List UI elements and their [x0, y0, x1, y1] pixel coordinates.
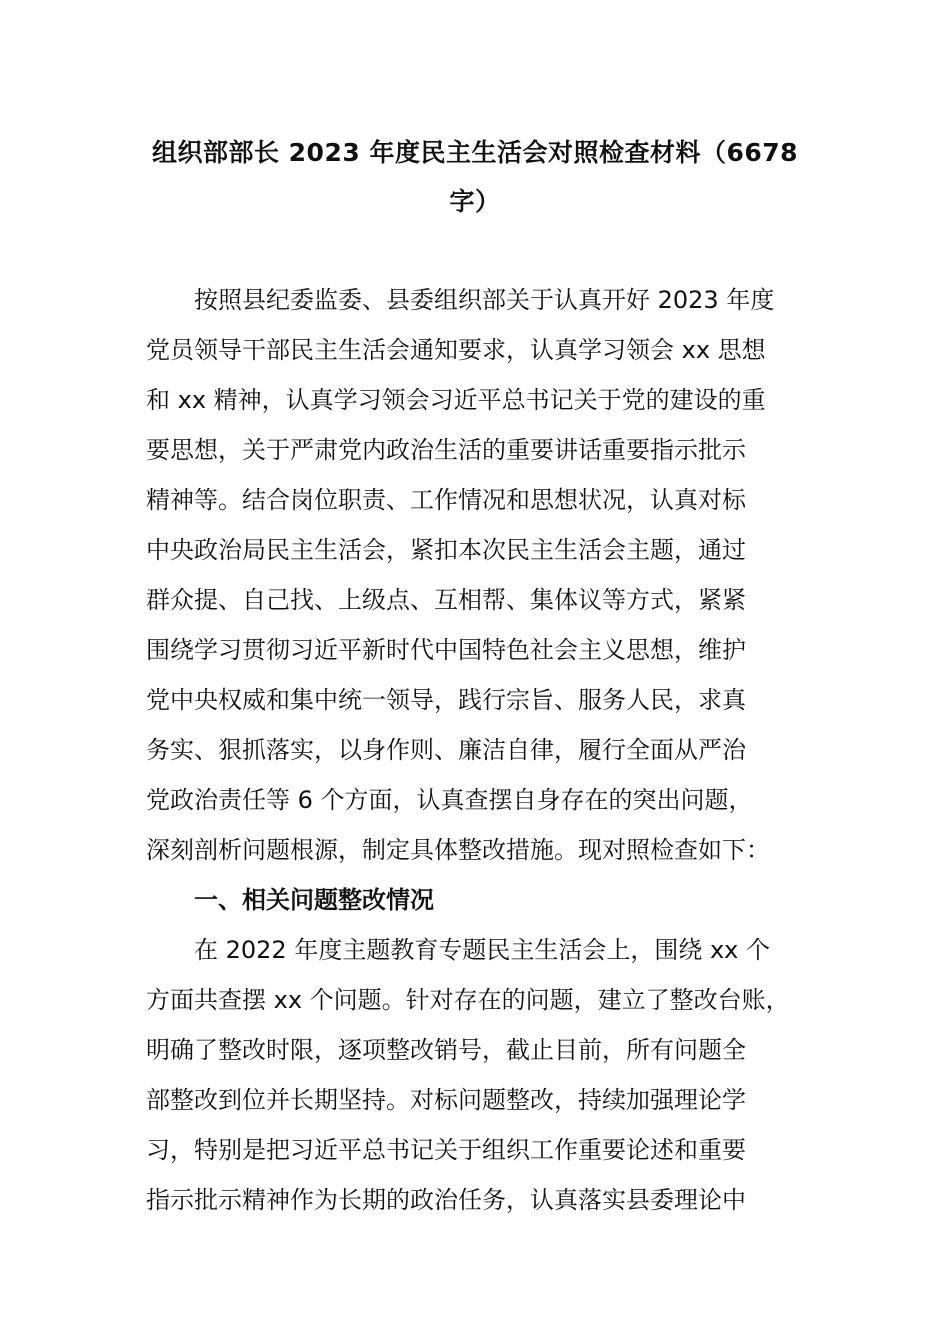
paragraph-line: 和 xx 精神，认真学习领会习近平总书记关于党的建设的重 — [146, 386, 766, 414]
paragraph-line: 在 2022 年度主题教育专题民主生活会上，围绕 xx 个 — [194, 936, 770, 964]
paragraph-line: 中央政治局民主生活会，紧扣本次民主生活会主题，通过 — [146, 536, 746, 564]
paragraph-line: 党政治责任等 6 个方面，认真查摆自身存在的突出问题， — [146, 786, 753, 814]
title-line-2: 字） — [449, 187, 501, 216]
paragraph-line: 深刻剖析问题根源，制定具体整改措施。现对照检查如下： — [146, 836, 770, 864]
paragraph-line: 要思想，关于严肃党内政治生活的重要讲话重要指示批示 — [146, 436, 746, 464]
paragraph-line: 围绕学习贯彻习近平新时代中国特色社会主义思想，维护 — [146, 636, 746, 664]
paragraph-line: 群众提、自己找、上级点、互相帮、集体议等方式，紧紧 — [146, 586, 746, 614]
paragraph-line: 指示批示精神作为长期的政治任务，认真落实县委理论中 — [146, 1186, 746, 1214]
title-line-1: 组织部部长 2023 年度民主生活会对照检查材料（6678 — [151, 138, 799, 167]
paragraph-line: 务实、狠抓落实，以身作则、廉洁自律，履行全面从严治 — [146, 736, 746, 764]
paragraph-line: 部整改到位并长期坚持。对标问题整改，持续加强理论学 — [146, 1086, 746, 1114]
paragraph-line: 明确了整改时限，逐项整改销号，截止目前，所有问题全 — [146, 1036, 746, 1064]
paragraph-line: 方面共查摆 xx 个问题。针对存在的问题，建立了整改台账， — [146, 986, 790, 1014]
paragraph-line: 按照县纪委监委、县委组织部关于认真开好 2023 年度 — [194, 286, 775, 314]
document-body — [146, 280, 846, 1230]
paragraph-line: 党中央权威和集中统一领导，践行宗旨、服务人民，求真 — [146, 686, 746, 714]
paragraph-line: 党员领导干部民主生活会通知要求，认真学习领会 xx 思想 — [146, 336, 766, 364]
document-title — [140, 128, 810, 226]
section-heading: 一、相关问题整改情况 — [194, 886, 434, 914]
paragraph-line: 习，特别是把习近平总书记关于组织工作重要论述和重要 — [146, 1136, 746, 1164]
paragraph-line: 精神等。结合岗位职责、工作情况和思想状况，认真对标 — [146, 486, 746, 514]
